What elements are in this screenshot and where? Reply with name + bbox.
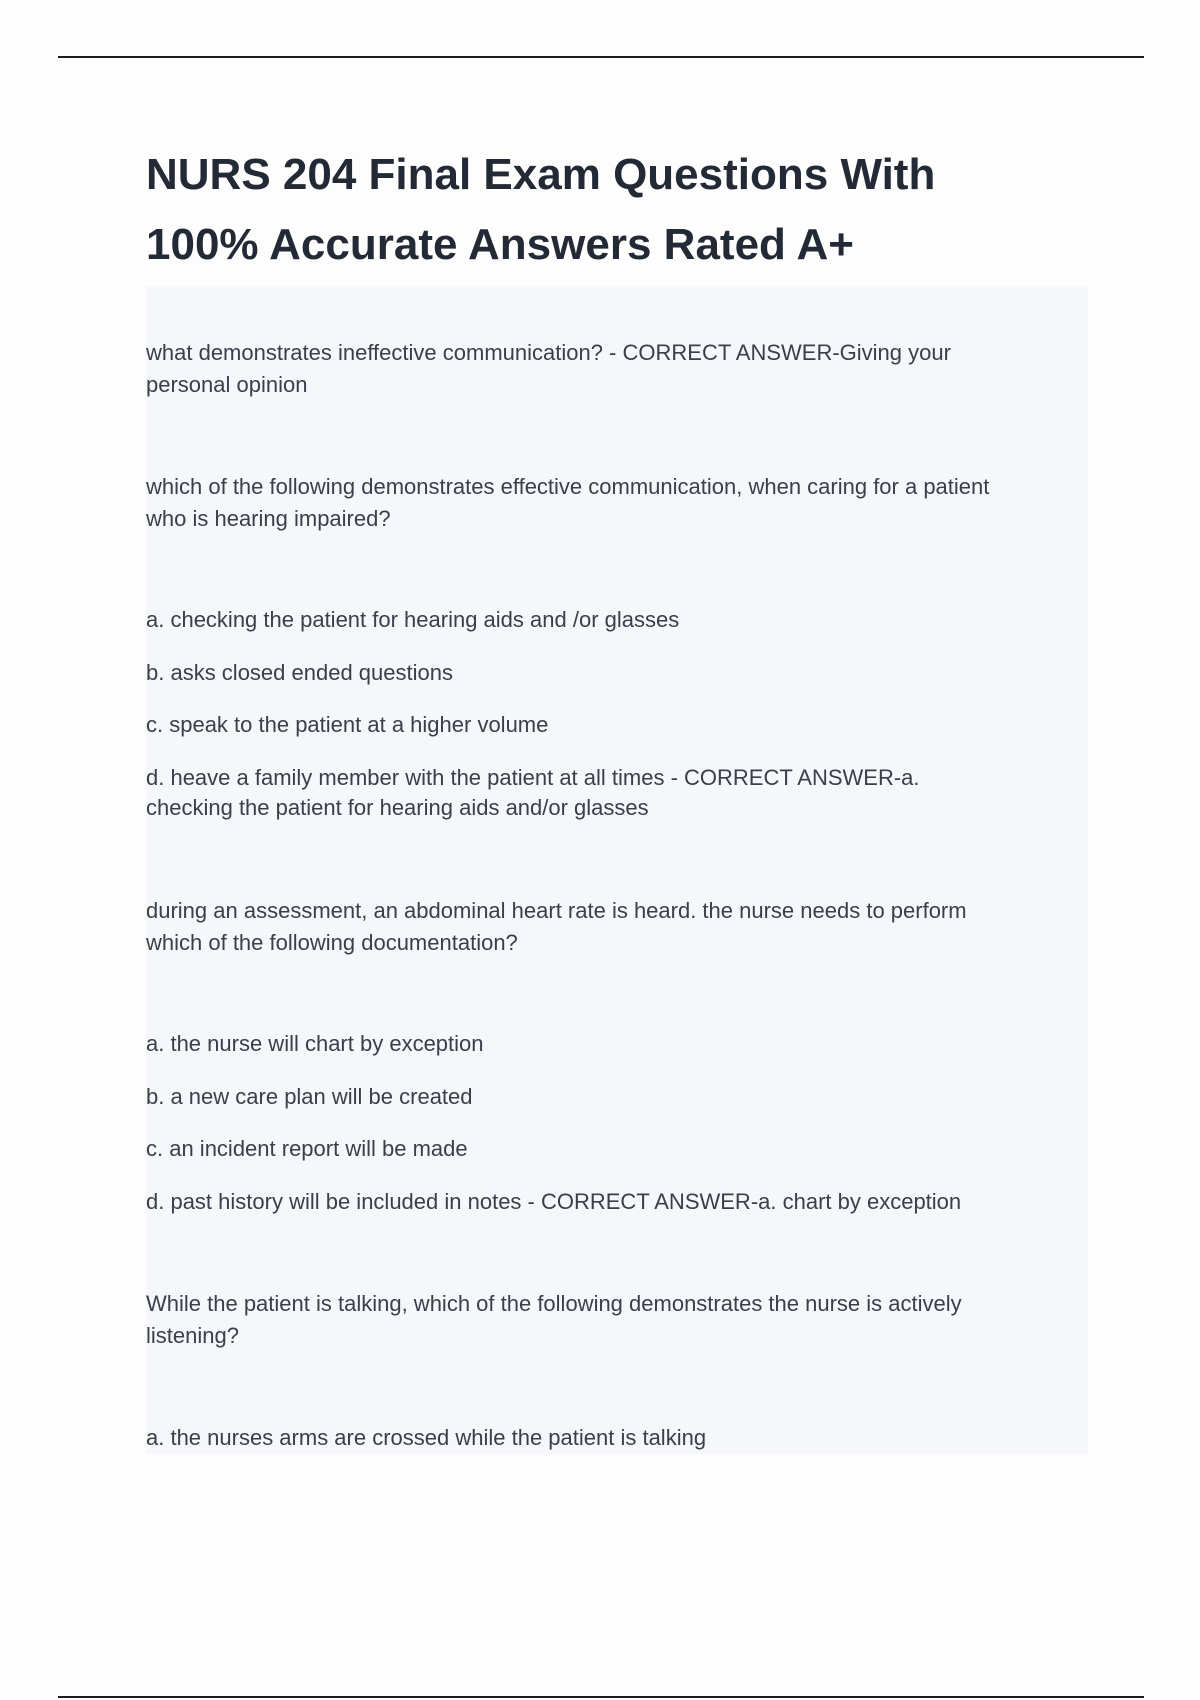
question-3-option-b: b. a new care plan will be created — [146, 1084, 473, 1109]
question-2-line-2: who is hearing impaired? — [146, 506, 391, 531]
question-2-option-d-line-2: checking the patient for hearing aids and/or glasses — [146, 795, 649, 820]
question-3-line-1: during an assessment, an abdominal heart rate is heard. the nurse needs to perform — [146, 898, 967, 923]
question-2-line-1: which of the following demonstrates effective communication, when caring for a patient — [146, 474, 990, 499]
header-rule — [58, 56, 1144, 58]
question-4-line-2: listening? — [146, 1323, 239, 1348]
title-line-1: NURS 204 Final Exam Questions With — [146, 150, 936, 199]
question-3-option-d: d. past history will be included in notes - CORRECT ANSWER-a. chart by exception — [146, 1189, 962, 1214]
title-line-2: 100% Accurate Answers Rated A+ — [146, 220, 854, 269]
footer-rule — [58, 1696, 1144, 1698]
question-3-line-2: which of the following documentation? — [146, 930, 518, 955]
question-2-option-d-line-1: d. heave a family member with the patient at all times - CORRECT ANSWER-a. — [146, 765, 920, 790]
question-3-option-c: c. an incident report will be made — [146, 1136, 468, 1161]
question-2-option-a: a. checking the patient for hearing aids and /or glasses — [146, 607, 680, 632]
question-1-line-2: personal opinion — [146, 372, 308, 397]
question-4-option-a: a. the nurses arms are crossed while the patient is talking — [146, 1425, 707, 1450]
question-4-line-1: While the patient is talking, which of the following demonstrates the nurse is actively — [146, 1291, 962, 1316]
question-2-option-b: b. asks closed ended questions — [146, 660, 453, 685]
question-3-option-a: a. the nurse will chart by exception — [146, 1031, 484, 1056]
question-2-option-c: c. speak to the patient at a higher volume — [146, 712, 549, 737]
question-1-line-1: what demonstrates ineffective communication? - CORRECT ANSWER-Giving your — [146, 340, 951, 365]
document-title — [146, 140, 1106, 280]
question-content — [146, 286, 1088, 1454]
